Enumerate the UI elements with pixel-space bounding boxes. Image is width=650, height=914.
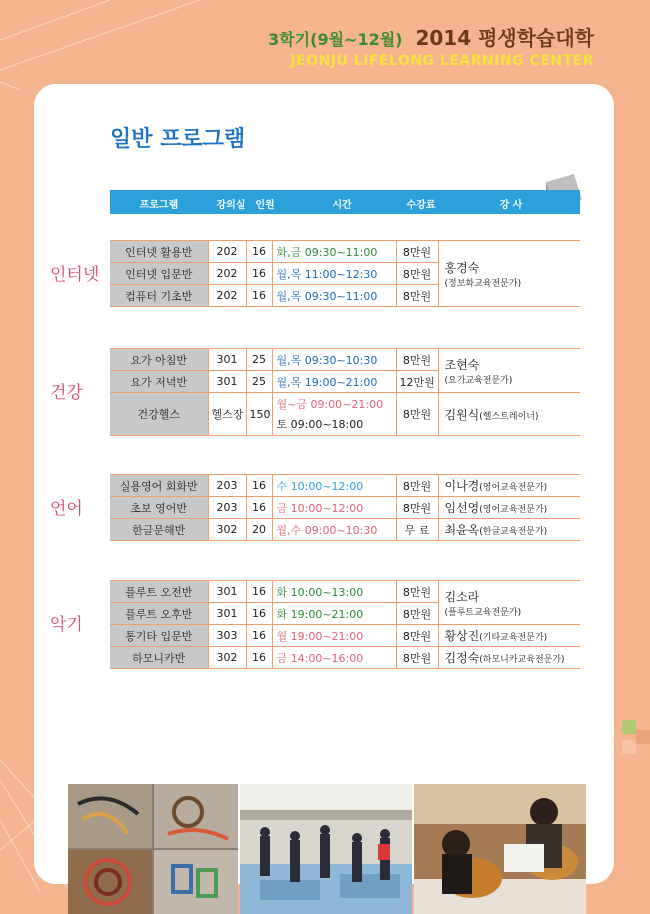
room-cell: 헬스장 bbox=[208, 393, 246, 436]
time-text: 월,목 09:30~11:00 bbox=[276, 289, 378, 303]
time-text: 금 10:00~12:00 bbox=[276, 501, 364, 515]
time-text: 월,목 11:00~12:30 bbox=[276, 267, 378, 281]
time-text: 월,목 09:30~10:30 bbox=[276, 353, 378, 367]
time-cell bbox=[272, 263, 396, 285]
program-name: 통기타 입문반 bbox=[110, 625, 208, 647]
time-text: 월,목 19:00~21:00 bbox=[276, 375, 378, 389]
fee-cell: 8만원 bbox=[396, 603, 438, 625]
instructor-name: 이나경 bbox=[444, 479, 480, 493]
program-name: 플루트 오전반 bbox=[110, 581, 208, 603]
room-cell: 303 bbox=[208, 625, 246, 647]
capacity-cell: 16 bbox=[246, 285, 272, 307]
instructor-name: 임선영 bbox=[444, 501, 480, 515]
room-cell: 202 bbox=[208, 241, 246, 263]
fee-cell: 무 료 bbox=[396, 519, 438, 541]
room-cell: 202 bbox=[208, 285, 246, 307]
section-2 bbox=[50, 474, 580, 541]
time-cell bbox=[272, 475, 396, 497]
instructor-name: 홍경숙 bbox=[444, 260, 480, 275]
instructor-cell bbox=[438, 241, 580, 307]
table-row bbox=[110, 581, 580, 603]
room-cell: 302 bbox=[208, 519, 246, 541]
program-name: 하모니카반 bbox=[110, 647, 208, 669]
time-text-secondary: 토 09:00~18:00 bbox=[276, 418, 364, 431]
section-3 bbox=[50, 580, 580, 669]
fee-cell: 8만원 bbox=[396, 475, 438, 497]
fee-cell: 8만원 bbox=[396, 581, 438, 603]
room-cell: 202 bbox=[208, 263, 246, 285]
fee-cell: 8만원 bbox=[396, 285, 438, 307]
fee-cell: 12만원 bbox=[396, 371, 438, 393]
instructor-cell bbox=[438, 647, 580, 669]
table-row bbox=[110, 475, 580, 497]
section-1 bbox=[50, 348, 580, 436]
program-name: 컴퓨터 기초반 bbox=[110, 285, 208, 307]
fee-cell: 8만원 bbox=[396, 625, 438, 647]
table-row bbox=[110, 393, 580, 436]
time-text: 금 14:00~16:00 bbox=[276, 651, 364, 665]
time-cell bbox=[272, 393, 396, 436]
time-text: 월~금 09:00~21:00 bbox=[276, 398, 384, 411]
room-cell: 301 bbox=[208, 349, 246, 371]
instructor-title: (기타교육전문가) bbox=[479, 633, 548, 643]
program-name: 한글문해반 bbox=[110, 519, 208, 541]
room-cell: 302 bbox=[208, 647, 246, 669]
table-row bbox=[110, 241, 580, 263]
instructor-cell bbox=[438, 475, 580, 497]
photo-strip bbox=[68, 784, 608, 914]
instructor-title: (영어교육전문가) bbox=[479, 505, 548, 515]
instructor-title: (플루트교육전문가) bbox=[444, 607, 522, 618]
time-cell bbox=[272, 241, 396, 263]
column-header-time: 시간 bbox=[332, 200, 352, 211]
capacity-cell: 150 bbox=[246, 393, 272, 436]
column-header-instructor: 강 사 bbox=[499, 200, 523, 211]
category-label: 악기 bbox=[50, 615, 83, 635]
instructor-title: (요가교육전문가) bbox=[444, 375, 513, 386]
instructor-cell bbox=[438, 519, 580, 541]
page-header bbox=[268, 22, 594, 69]
time-text: 월 19:00~21:00 bbox=[276, 629, 364, 643]
room-cell: 203 bbox=[208, 475, 246, 497]
instructor-name: 김소라 bbox=[444, 589, 480, 604]
capacity-cell: 25 bbox=[246, 349, 272, 371]
instructor-cell bbox=[438, 581, 580, 625]
capacity-cell: 16 bbox=[246, 263, 272, 285]
time-cell bbox=[272, 603, 396, 625]
time-cell bbox=[272, 625, 396, 647]
crafts-photo bbox=[68, 784, 238, 914]
time-cell bbox=[272, 497, 396, 519]
schedule-table bbox=[110, 580, 580, 669]
capacity-cell: 16 bbox=[246, 625, 272, 647]
program-name: 인터넷 입문반 bbox=[110, 263, 208, 285]
capacity-cell: 16 bbox=[246, 241, 272, 263]
program-name: 요가 아침반 bbox=[110, 349, 208, 371]
table-row bbox=[110, 625, 580, 647]
header-title-line bbox=[268, 22, 594, 51]
capacity-cell: 16 bbox=[246, 603, 272, 625]
instructor-name: 황상진 bbox=[444, 629, 480, 643]
capacity-cell: 16 bbox=[246, 497, 272, 519]
program-name: 초보 영어반 bbox=[110, 497, 208, 519]
room-cell: 203 bbox=[208, 497, 246, 519]
column-header-fee: 수강료 bbox=[406, 200, 436, 211]
header-title: 2014 평생학습대학 bbox=[415, 26, 594, 50]
capacity-cell: 16 bbox=[246, 647, 272, 669]
program-name: 건강헬스 bbox=[110, 393, 208, 436]
room-cell: 301 bbox=[208, 581, 246, 603]
time-text: 화 19:00~21:00 bbox=[276, 607, 364, 621]
fee-cell: 8만원 bbox=[396, 393, 438, 436]
instructor-cell bbox=[438, 625, 580, 647]
instructor-cell bbox=[438, 349, 580, 393]
capacity-cell: 25 bbox=[246, 371, 272, 393]
room-cell: 301 bbox=[208, 371, 246, 393]
program-name: 플루트 오후반 bbox=[110, 603, 208, 625]
instructor-cell bbox=[438, 497, 580, 519]
category-label: 건강 bbox=[50, 383, 83, 403]
instructor-title: (헬스트레이너) bbox=[479, 411, 539, 422]
schedule-table bbox=[110, 240, 580, 307]
time-text: 화,금 09:30~11:00 bbox=[276, 245, 378, 259]
time-cell bbox=[272, 519, 396, 541]
fee-cell: 8만원 bbox=[396, 497, 438, 519]
category-label: 인터넷 bbox=[50, 264, 100, 285]
program-name: 실용영어 회화반 bbox=[110, 475, 208, 497]
fee-cell: 8만원 bbox=[396, 241, 438, 263]
program-name: 요가 저녁반 bbox=[110, 371, 208, 393]
yoga-class-photo bbox=[240, 784, 412, 914]
instructor-name: 최윤옥 bbox=[444, 523, 480, 537]
section-0 bbox=[50, 240, 580, 307]
capacity-cell: 16 bbox=[246, 475, 272, 497]
fee-cell: 8만원 bbox=[396, 263, 438, 285]
fee-cell: 8만원 bbox=[396, 349, 438, 371]
semester-label: 3학기(9월~12월) bbox=[268, 30, 403, 49]
program-name: 인터넷 활용반 bbox=[110, 241, 208, 263]
column-header-count: 인원 bbox=[255, 200, 275, 211]
table-row bbox=[110, 519, 580, 541]
time-cell bbox=[272, 647, 396, 669]
guitar-lesson-photo bbox=[414, 784, 586, 914]
capacity-cell: 20 bbox=[246, 519, 272, 541]
schedule-table bbox=[110, 474, 580, 541]
column-header-room: 강의실 bbox=[216, 200, 246, 211]
table-row bbox=[110, 497, 580, 519]
column-header-program: 프로그램 bbox=[139, 200, 179, 211]
fee-cell: 8만원 bbox=[396, 647, 438, 669]
time-cell bbox=[272, 371, 396, 393]
time-text: 수 10:00~12:00 bbox=[276, 479, 364, 493]
instructor-name: 조현숙 bbox=[444, 357, 480, 372]
table-header-bar bbox=[110, 190, 580, 214]
time-text: 화 10:00~13:00 bbox=[276, 585, 364, 599]
instructor-title: (하모니카교육전문가) bbox=[479, 655, 565, 665]
category-label: 언어 bbox=[50, 498, 83, 519]
instructor-title: (정보화교육전문가) bbox=[444, 278, 522, 289]
capacity-cell: 16 bbox=[246, 581, 272, 603]
time-text: 월,수 09:00~10:30 bbox=[276, 523, 378, 537]
time-cell bbox=[272, 349, 396, 371]
room-cell: 301 bbox=[208, 603, 246, 625]
table-row bbox=[110, 647, 580, 669]
schedule-table bbox=[110, 348, 580, 436]
time-cell bbox=[272, 285, 396, 307]
page-title: 일반 프로그램 bbox=[110, 127, 246, 152]
header-subtitle: JEONJU LIFELONG LEARNING CENTER bbox=[290, 53, 594, 69]
instructor-title: (한글교육전문가) bbox=[479, 527, 548, 537]
table-row bbox=[110, 349, 580, 371]
instructor-title: (영어교육전문가) bbox=[479, 483, 548, 493]
instructor-name: 김원식 bbox=[444, 407, 480, 422]
instructor-cell bbox=[438, 393, 580, 436]
instructor-name: 김정숙 bbox=[444, 651, 480, 665]
content-card bbox=[34, 84, 614, 884]
time-cell bbox=[272, 581, 396, 603]
